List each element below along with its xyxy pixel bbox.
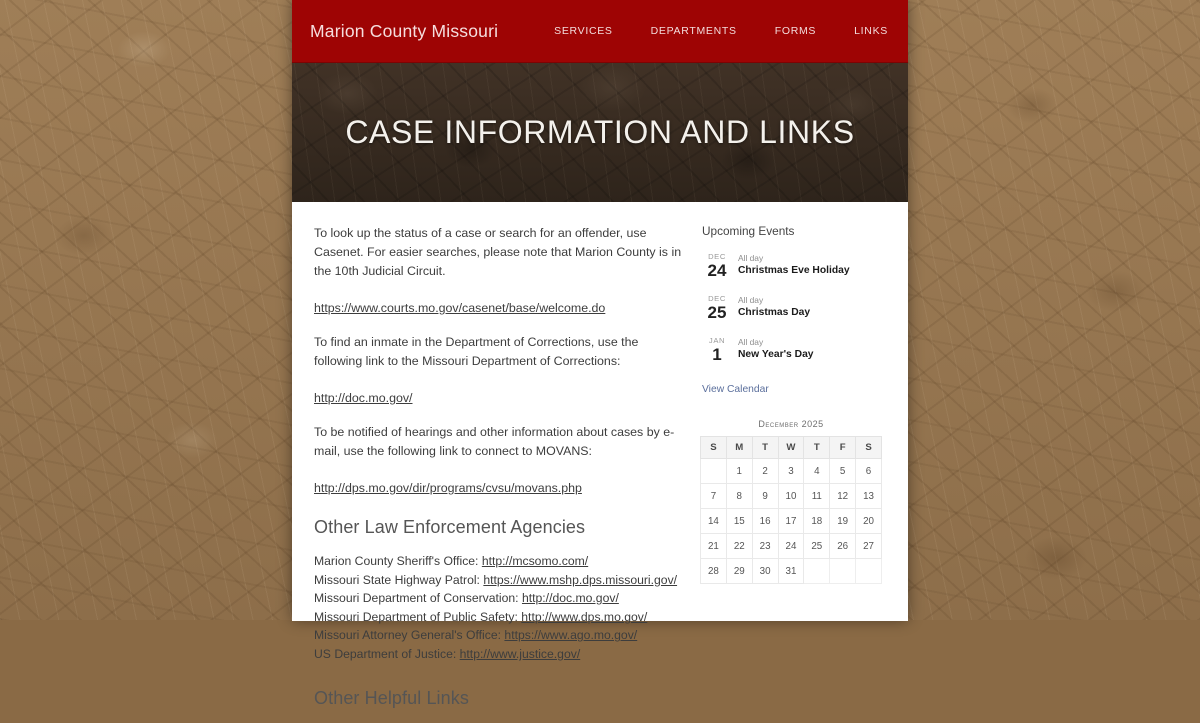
calendar-week-row [701,484,882,509]
calendar-day-cell [830,559,856,584]
calendar-day-cell[interactable]: 4 [804,459,830,484]
agency-name: US Department of Justice: [314,646,457,661]
event-name: Christmas Eve Holiday [738,265,850,276]
event-body [734,294,810,322]
calendar-day-cell[interactable]: 30 [752,559,778,584]
list-item [314,645,690,664]
main-navigation [516,25,908,37]
intro-paragraph: To look up the status of a case or search for an offender, use Casenet. For easier searches, please note that Marion County is in the 10th Judicial Circuit. [314,226,682,278]
event-date [700,252,734,280]
site-header [292,0,908,63]
agency-link-list [314,552,690,664]
calendar-day-cell[interactable]: 8 [726,484,752,509]
nav-item-services[interactable]: SERVICES [554,25,613,37]
calendar-day-cell[interactable]: 18 [804,509,830,534]
calendar-day-cell[interactable]: 1 [726,459,752,484]
list-item [314,608,690,627]
calendar-day-cell[interactable]: 9 [752,484,778,509]
event-item[interactable] [700,252,886,280]
calendar-day-cell[interactable]: 14 [701,509,727,534]
calendar-week-row [701,559,882,584]
calendar-day-cell[interactable]: 20 [856,509,882,534]
calendar-table [700,436,882,584]
heading-law-enforcement-agencies: Other Law Enforcement Agencies [314,517,586,537]
event-body [734,252,850,280]
weekday-header: T [804,437,830,459]
agency-link[interactable]: http://mcsomo.com/ [481,554,589,568]
calendar-day-cell[interactable]: 28 [701,559,727,584]
calendar-day-cell[interactable]: 25 [804,534,830,559]
heading-other-helpful-links: Other Helpful Links [314,687,469,708]
sidebar [690,202,886,584]
agency-link[interactable]: https://www.ago.mo.gov/ [504,628,638,643]
nav-item-forms[interactable]: FORMS [774,25,817,37]
list-item [314,589,690,608]
calendar-day-cell[interactable]: 22 [726,534,752,559]
calendar-day-cell[interactable]: 31 [778,559,804,584]
weekday-header: S [701,437,727,459]
calendar-widget [700,419,882,584]
agency-name: Missouri Department of Public Safety: [314,609,518,624]
event-time: All day [738,337,764,347]
agency-name: Missouri Attorney General's Office: [314,628,502,643]
event-date [700,294,734,322]
movans-paragraph: To be notified of hearings and other information about cases by e-mail, use the following link to connect to MOVANS: [314,425,675,458]
calendar-day-cell [804,559,830,584]
calendar-day-cell[interactable]: 27 [856,534,882,559]
event-name: New Year's Day [738,349,814,360]
event-time: All day [738,295,764,305]
agency-link[interactable]: http://www.justice.gov/ [459,646,581,661]
list-item [314,626,690,645]
event-day: 25 [707,303,727,322]
agency-name: Missouri State Highway Patrol: [314,572,480,587]
calendar-day-cell[interactable]: 24 [778,534,804,559]
doc-link[interactable]: http://doc.mo.gov/ [314,391,413,405]
calendar-day-cell[interactable]: 5 [830,459,856,484]
content-area [292,202,908,708]
event-date [700,336,734,364]
calendar-day-cell[interactable]: 26 [830,534,856,559]
upcoming-events-title: Upcoming Events [702,224,795,238]
agency-name: Missouri Department of Conservation: [314,591,519,606]
calendar-day-cell[interactable]: 17 [778,509,804,534]
calendar-day-cell[interactable]: 21 [701,534,727,559]
agency-name: Marion County Sheriff's Office: [314,554,479,568]
nav-item-departments[interactable]: DEPARTMENTS [650,25,737,37]
calendar-week-row [701,534,882,559]
weekday-header: W [778,437,804,459]
calendar-day-cell[interactable]: 23 [752,534,778,559]
event-body [734,336,814,364]
event-month: DEC [708,294,726,303]
view-calendar-link[interactable]: View Calendar [702,384,769,395]
calendar-day-cell[interactable]: 12 [830,484,856,509]
casenet-link[interactable]: https://www.courts.mo.gov/casenet/base/welcome.do [314,301,606,315]
event-month: JAN [708,336,726,345]
event-month: DEC [708,252,726,261]
calendar-week-row [701,459,882,484]
calendar-caption: December 2025 [758,419,824,429]
list-item [314,571,690,590]
calendar-day-cell[interactable]: 6 [856,459,882,484]
calendar-day-cell[interactable]: 2 [752,459,778,484]
site-title: Marion County Missouri [310,20,499,41]
event-day: 24 [707,261,727,280]
agency-link[interactable]: http://www.dps.mo.gov/ [521,609,648,624]
calendar-body [701,459,882,584]
calendar-day-cell[interactable]: 19 [830,509,856,534]
agency-link[interactable]: https://www.mshp.dps.missouri.gov/ [483,572,678,587]
weekday-header: T [752,437,778,459]
corrections-paragraph: To find an inmate in the Department of Corrections, use the following link to the Missouri Department of Corrections: [314,335,639,368]
calendar-weekday-row [701,437,882,459]
event-item[interactable] [700,294,886,322]
event-day: 1 [712,345,722,364]
list-item [314,552,690,571]
nav-item-links[interactable]: LINKS [854,25,888,37]
event-time: All day [738,253,764,263]
weekday-header: M [726,437,752,459]
page-banner [292,63,908,202]
calendar-week-row [701,509,882,534]
calendar-day-cell[interactable]: 16 [752,509,778,534]
page-title: CASE INFORMATION AND LINKS [345,114,855,150]
movans-link[interactable]: http://dps.mo.gov/dir/programs/cvsu/movans.php [314,481,582,495]
calendar-day-cell[interactable]: 15 [726,509,752,534]
agency-link[interactable]: http://doc.mo.gov/ [521,591,619,606]
calendar-day-cell [856,559,882,584]
calendar-day-cell[interactable] [701,459,727,484]
calendar-day-cell[interactable]: 3 [778,459,804,484]
weekday-header: F [830,437,856,459]
main-content [292,202,690,723]
calendar-day-cell[interactable]: 10 [778,484,804,509]
event-item[interactable] [700,336,886,364]
calendar-day-cell[interactable]: 11 [804,484,830,509]
calendar-day-cell[interactable]: 7 [701,484,727,509]
weekday-header: S [856,437,882,459]
event-name: Christmas Day [738,307,811,318]
calendar-day-cell[interactable]: 29 [726,559,752,584]
page-column [292,0,908,708]
calendar-day-cell[interactable]: 13 [856,484,882,509]
